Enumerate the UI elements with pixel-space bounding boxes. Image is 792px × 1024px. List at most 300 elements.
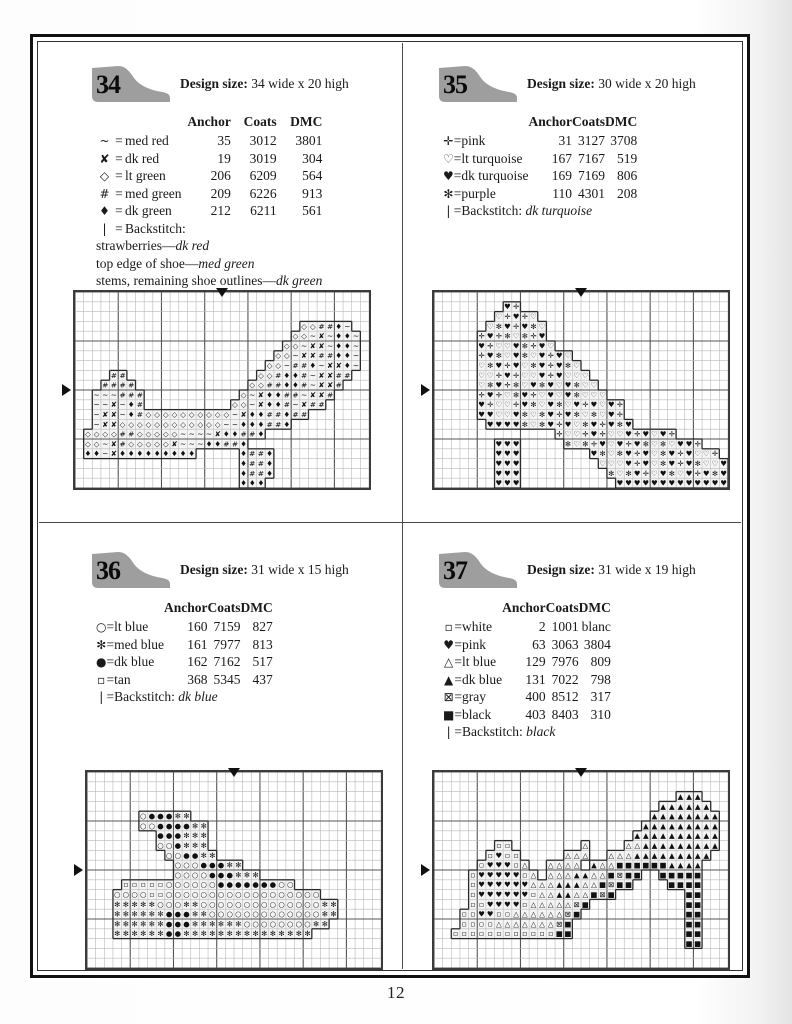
- legend-anchor: 162: [187, 654, 208, 669]
- svg-text:✻: ✻: [513, 380, 520, 390]
- svg-text:○: ○: [157, 841, 164, 851]
- legend-color-name: pink: [461, 133, 486, 148]
- svg-text:♥: ♥: [504, 321, 511, 331]
- svg-text:✻: ✻: [191, 831, 199, 841]
- legend-anchor: 403: [525, 706, 546, 722]
- backstitch-detail-row: [96, 238, 322, 256]
- svg-text:✻: ✻: [321, 919, 328, 929]
- svg-text:○: ○: [278, 899, 285, 909]
- svg-text:✘: ✘: [318, 341, 325, 351]
- svg-text:◇: ◇: [240, 400, 247, 410]
- svg-text:✛: ✛: [547, 351, 554, 361]
- svg-text:♥: ♥: [590, 400, 598, 410]
- svg-text:♥: ♥: [521, 400, 529, 410]
- svg-text:○: ○: [209, 890, 216, 900]
- legend-36: [96, 600, 273, 707]
- svg-text:✘: ✘: [318, 380, 325, 390]
- svg-text:♥: ♥: [625, 429, 632, 439]
- svg-text:▲: ▲: [712, 841, 718, 851]
- svg-text:♥: ♥: [547, 410, 555, 420]
- svg-text:●: ●: [183, 850, 190, 860]
- svg-text:♥: ♥: [564, 419, 572, 429]
- svg-text:⊠: ⊠: [564, 909, 572, 919]
- svg-text:○: ○: [235, 909, 242, 919]
- svg-text:▫: ▫: [513, 860, 519, 870]
- svg-text:✛: ✛: [599, 429, 606, 439]
- svg-text:△: △: [530, 909, 537, 919]
- design-size: Design size: 31 wide x 19 high: [527, 562, 696, 577]
- svg-text:✘: ✘: [110, 400, 118, 410]
- svg-text:✻: ✻: [495, 321, 502, 331]
- svg-text:♥: ♥: [530, 380, 537, 390]
- svg-text:♦: ♦: [188, 449, 196, 459]
- svg-text:▲: ▲: [651, 850, 658, 860]
- svg-text:●: ●: [165, 811, 173, 821]
- svg-text:♥: ♥: [547, 419, 555, 429]
- legend-35: [443, 114, 637, 221]
- svg-text:▲: ▲: [668, 831, 675, 841]
- svg-text:♦: ♦: [240, 449, 247, 459]
- svg-text:✻: ✻: [321, 909, 328, 919]
- svg-text:♥: ♥: [685, 459, 693, 469]
- legend-coats: 7976: [551, 654, 579, 669]
- svg-text:♥: ♥: [556, 370, 563, 380]
- svg-text:▲: ▲: [660, 811, 666, 821]
- svg-text:♥: ♥: [538, 331, 546, 341]
- svg-text:▲: ▲: [686, 801, 692, 811]
- svg-text:△: △: [547, 899, 554, 909]
- svg-text:△: △: [591, 880, 597, 890]
- svg-text:▲: ▲: [712, 821, 718, 831]
- svg-text:♡: ♡: [486, 321, 494, 331]
- svg-text:✻: ✻: [183, 811, 190, 821]
- svg-text:♥: ♥: [607, 400, 615, 410]
- legend-coats: 7167: [578, 150, 606, 166]
- svg-text:✛: ✛: [556, 429, 563, 439]
- legend-table: [96, 114, 322, 291]
- grid-box-36[interactable]: [85, 770, 383, 970]
- shoe-badge-35: [435, 62, 519, 106]
- svg-text:✘: ✘: [257, 400, 265, 410]
- svg-text:✻: ✻: [217, 929, 225, 939]
- svg-text:♦: ♦: [292, 380, 299, 390]
- svg-text:♦: ♦: [127, 400, 135, 410]
- svg-text:✻: ✻: [252, 929, 259, 939]
- svg-text:✻: ✻: [530, 361, 537, 371]
- svg-text:♥: ♥: [625, 459, 632, 469]
- svg-text:○: ○: [183, 870, 190, 880]
- svg-text:✻: ✻: [668, 468, 675, 478]
- svg-text:✻: ✻: [183, 831, 190, 841]
- svg-text:✻: ✻: [191, 821, 199, 831]
- svg-text:♥: ♥: [642, 449, 650, 459]
- svg-text:○: ○: [295, 909, 303, 919]
- svg-text:✘: ✘: [110, 439, 118, 449]
- svg-text:✻: ✻: [209, 850, 216, 860]
- svg-text:♦: ♦: [266, 390, 273, 400]
- svg-text:♡: ♡: [607, 459, 615, 469]
- legend-dmc: 806: [617, 168, 638, 183]
- svg-text:▫: ▫: [548, 929, 554, 939]
- svg-text:#: #: [128, 390, 135, 400]
- grid-box-34[interactable]: [73, 290, 371, 490]
- svg-text:♥: ♥: [504, 890, 511, 900]
- svg-text:✛: ✛: [668, 429, 675, 439]
- svg-text:~: ~: [301, 390, 308, 400]
- svg-text:✻: ✻: [131, 909, 138, 919]
- svg-text:✻: ✻: [157, 929, 164, 939]
- svg-text:#: #: [326, 351, 334, 361]
- column-header-coats: Coats: [243, 114, 277, 129]
- svg-text:✘: ✘: [318, 390, 325, 400]
- svg-text:♥: ♥: [677, 478, 684, 488]
- legend-coats: 7162: [213, 654, 241, 669]
- svg-text:♡: ♡: [711, 459, 719, 469]
- chart-grid-wrapper-35: [432, 290, 730, 490]
- svg-text:~: ~: [352, 331, 360, 341]
- svg-text:○: ○: [226, 909, 233, 919]
- svg-text:#: #: [110, 370, 118, 380]
- backstitch-detail: strawberries—dk red: [96, 238, 210, 253]
- svg-text:♥: ♥: [512, 890, 520, 900]
- legend-coats: 7169: [578, 168, 606, 183]
- legend-color-name: purple: [461, 185, 496, 201]
- svg-text:✻: ✻: [521, 331, 528, 341]
- svg-text:♡: ♡: [573, 439, 581, 449]
- legend-coats: 7977: [213, 636, 241, 652]
- legend-symbol-lt-green: ◇: [99, 169, 110, 183]
- svg-text:✻: ✻: [556, 400, 563, 410]
- svg-text:▫: ▫: [487, 929, 493, 939]
- svg-text:♥: ♥: [495, 449, 503, 459]
- svg-text:▫: ▫: [470, 909, 476, 919]
- svg-text:◇: ◇: [258, 370, 264, 380]
- legend-row: ~ = med red 35 3012 3801: [96, 133, 322, 151]
- svg-text:✻: ✻: [278, 929, 285, 939]
- svg-text:◇: ◇: [240, 390, 247, 400]
- svg-text:▲: ▲: [686, 811, 692, 821]
- svg-text:○: ○: [286, 890, 294, 900]
- svg-text:✻: ✻: [243, 929, 251, 939]
- svg-text:✻: ✻: [157, 919, 164, 929]
- backstitch-detail: top edge of shoe—med green: [96, 255, 255, 271]
- svg-text:#: #: [318, 351, 325, 361]
- svg-text:▫: ▫: [149, 890, 155, 900]
- svg-text:○: ○: [200, 880, 207, 890]
- svg-text:♥: ♥: [564, 410, 572, 420]
- svg-text:▲: ▲: [591, 860, 597, 870]
- svg-text:♡: ♡: [703, 459, 710, 469]
- svg-text:○: ○: [209, 909, 216, 919]
- svg-text:◇: ◇: [309, 321, 316, 331]
- svg-text:■: ■: [676, 880, 684, 890]
- svg-text:○: ○: [191, 880, 199, 890]
- svg-text:◇: ◇: [171, 419, 178, 429]
- svg-text:○: ○: [252, 909, 259, 919]
- legend-dmc: 798: [590, 671, 611, 687]
- svg-text:○: ○: [139, 821, 147, 831]
- svg-text:●: ●: [217, 860, 225, 870]
- svg-text:♥: ♥: [478, 890, 485, 900]
- svg-text:♥: ♥: [486, 410, 494, 420]
- svg-text:♥: ♥: [668, 459, 676, 469]
- svg-text:✻: ✻: [582, 439, 589, 449]
- legend-anchor: 160: [187, 619, 208, 634]
- svg-text:♥: ♥: [504, 449, 511, 459]
- svg-text:♦: ♦: [145, 449, 152, 459]
- svg-text:♥: ♥: [495, 439, 503, 449]
- svg-text:♦: ♦: [309, 361, 317, 371]
- svg-text:○: ○: [261, 890, 268, 900]
- svg-text:■: ■: [685, 890, 693, 900]
- legend-color-name: med green: [124, 185, 182, 201]
- svg-text:■: ■: [616, 860, 624, 870]
- svg-text:◇: ◇: [145, 410, 152, 420]
- svg-text:♡: ♡: [573, 361, 581, 371]
- legend-dmc: 310: [590, 706, 611, 722]
- svg-text:✻: ✻: [521, 410, 528, 420]
- column-header-anchor: Anchor: [163, 600, 208, 615]
- svg-text:✛: ✛: [504, 380, 511, 390]
- svg-text:○: ○: [217, 890, 225, 900]
- svg-text:■: ■: [694, 929, 702, 939]
- svg-text:○: ○: [261, 909, 268, 919]
- svg-text:△: △: [565, 899, 571, 909]
- svg-text:▫: ▫: [140, 880, 146, 890]
- svg-text:▫: ▫: [513, 929, 519, 939]
- svg-text:○: ○: [286, 899, 294, 909]
- svg-text:♡: ♡: [599, 390, 606, 400]
- svg-text:△: △: [521, 860, 528, 870]
- svg-text:~: ~: [326, 341, 334, 351]
- svg-text:▫: ▫: [470, 890, 476, 900]
- legend-dmc: 519: [617, 150, 638, 166]
- svg-text:◇: ◇: [206, 419, 212, 429]
- svg-text:✻: ✻: [114, 899, 121, 909]
- svg-text:#: #: [335, 370, 342, 380]
- svg-text:●: ●: [200, 860, 207, 870]
- svg-text:▲: ▲: [582, 870, 589, 880]
- legend-anchor: 169: [551, 168, 573, 183]
- svg-text:#: #: [275, 410, 282, 420]
- svg-text:✘: ✘: [171, 439, 178, 449]
- svg-text:▲: ▲: [694, 831, 701, 841]
- svg-text:◇: ◇: [145, 439, 152, 449]
- svg-text:○: ○: [278, 880, 285, 890]
- svg-text:✻: ✻: [183, 929, 190, 939]
- quadrant-divider-vertical: [402, 43, 403, 969]
- svg-text:~: ~: [352, 341, 360, 351]
- legend-color-name: dk blue: [461, 671, 503, 687]
- svg-text:○: ○: [278, 919, 285, 929]
- svg-text:▲: ▲: [643, 841, 649, 851]
- svg-text:○: ○: [165, 841, 173, 851]
- svg-text:~: ~: [102, 439, 109, 449]
- svg-text:■: ■: [685, 880, 693, 890]
- svg-text:▲: ▲: [643, 850, 649, 860]
- svg-text:▲: ▲: [634, 831, 641, 841]
- svg-text:✻: ✻: [513, 390, 520, 400]
- svg-text:●: ●: [157, 811, 164, 821]
- svg-text:#: #: [249, 449, 256, 459]
- svg-text:○: ○: [304, 890, 311, 900]
- svg-text:◇: ◇: [128, 439, 135, 449]
- grid-box-35[interactable]: [432, 290, 730, 490]
- svg-text:✛: ✛: [504, 361, 511, 371]
- svg-text:♦: ♦: [344, 351, 351, 361]
- svg-text:◇: ◇: [162, 439, 169, 449]
- legend-row: ○ = lt blue 160 7159 827: [96, 619, 273, 637]
- svg-text:○: ○: [131, 890, 138, 900]
- svg-text:△: △: [539, 919, 545, 929]
- svg-text:■: ■: [685, 919, 693, 929]
- svg-text:○: ○: [243, 899, 251, 909]
- svg-text:♥: ♥: [625, 478, 632, 488]
- svg-text:♥: ♥: [512, 361, 520, 371]
- legend-row: ■ = black 403 8403 310: [443, 707, 611, 725]
- svg-text:♥: ♥: [616, 478, 624, 488]
- svg-text:♥: ♥: [512, 459, 520, 469]
- svg-text:~: ~: [102, 449, 109, 459]
- svg-text:~: ~: [223, 419, 230, 429]
- svg-text:▲: ▲: [573, 870, 580, 880]
- svg-text:♥: ♥: [478, 909, 485, 919]
- svg-text:✻: ✻: [252, 870, 259, 880]
- svg-text:✻: ✻: [564, 439, 572, 449]
- svg-text:✘: ✘: [240, 410, 247, 420]
- svg-text:♥: ♥: [633, 468, 641, 478]
- svg-text:♦: ♦: [240, 468, 247, 478]
- svg-text:♡: ♡: [564, 370, 572, 380]
- column-header-coats: Coats: [572, 114, 606, 129]
- svg-text:△: △: [634, 841, 641, 851]
- column-header-anchor: Anchor: [502, 600, 546, 615]
- legend-dmc: 813: [252, 636, 273, 652]
- svg-text:✛: ✛: [513, 400, 520, 410]
- svg-text:♥: ♥: [512, 870, 520, 880]
- svg-text:✻: ✻: [200, 841, 207, 851]
- svg-text:♦: ♦: [266, 449, 273, 459]
- svg-text:♥: ♥: [651, 478, 658, 488]
- svg-text:♥: ♥: [504, 899, 511, 909]
- backstitch-row: | = Backstitch:: [96, 221, 322, 239]
- svg-text:♡: ♡: [521, 380, 529, 390]
- chart-number: 34: [96, 70, 120, 99]
- svg-text:▲: ▲: [634, 850, 641, 860]
- svg-text:△: △: [547, 890, 554, 900]
- legend-row: ✻ = med blue 161 7977 813: [96, 637, 273, 655]
- svg-text:▲: ▲: [703, 801, 710, 811]
- svg-text:♥: ♥: [642, 459, 650, 469]
- svg-text:✘: ✘: [110, 419, 118, 429]
- svg-text:◇: ◇: [119, 419, 126, 429]
- svg-text:▫: ▫: [132, 880, 138, 890]
- svg-text:♡: ♡: [486, 370, 494, 380]
- svg-text:○: ○: [174, 870, 182, 880]
- legend-coats: 7159: [213, 619, 241, 634]
- svg-text:●: ●: [235, 880, 242, 890]
- svg-text:✻: ✻: [200, 919, 207, 929]
- svg-text:♥: ♥: [564, 380, 572, 390]
- svg-text:#: #: [249, 468, 256, 478]
- column-header-dmc: DMC: [290, 114, 323, 129]
- svg-text:▫: ▫: [479, 899, 485, 909]
- svg-text:■: ■: [685, 939, 693, 949]
- svg-text:♡: ♡: [556, 380, 563, 390]
- legend-color-name: dk green: [124, 203, 172, 218]
- svg-text:♥: ♥: [495, 478, 503, 488]
- svg-text:○: ○: [165, 880, 173, 890]
- svg-text:▲: ▲: [686, 821, 692, 831]
- svg-text:●: ●: [226, 870, 233, 880]
- svg-text:▫: ▫: [453, 929, 459, 939]
- svg-text:▫: ▫: [470, 929, 476, 939]
- design-size: Design size: 30 wide x 20 high: [527, 76, 696, 91]
- legend-anchor: 35: [217, 133, 231, 148]
- svg-text:◇: ◇: [266, 361, 273, 371]
- legend-symbol-dk-red: ✘: [99, 151, 110, 166]
- svg-text:♥: ♥: [512, 899, 520, 909]
- svg-text:✛: ✛: [556, 419, 563, 429]
- legend-anchor: 131: [525, 671, 546, 687]
- svg-text:~: ~: [197, 429, 204, 439]
- svg-text:▲: ▲: [677, 831, 684, 841]
- legend-coats: 6226: [249, 185, 277, 201]
- svg-text:●: ●: [209, 860, 216, 870]
- svg-text:♥: ♥: [495, 880, 503, 890]
- svg-text:♥: ♥: [486, 880, 494, 890]
- svg-text:✻: ✻: [330, 909, 337, 919]
- svg-text:○: ○: [174, 899, 182, 909]
- svg-text:✻: ✻: [114, 909, 121, 919]
- svg-text:♥: ♥: [538, 341, 546, 351]
- svg-text:▲: ▲: [651, 821, 658, 831]
- page-number: 12: [387, 983, 405, 1002]
- legend-coats: 3063: [551, 636, 579, 652]
- svg-text:#: #: [318, 400, 325, 410]
- svg-text:♥: ♥: [495, 890, 503, 900]
- svg-text:♥: ♥: [512, 312, 520, 322]
- svg-text:■: ■: [668, 870, 676, 880]
- svg-text:♡: ♡: [564, 400, 572, 410]
- svg-text:●: ●: [269, 880, 277, 890]
- svg-text:✻: ✻: [321, 899, 328, 909]
- grid-box-37[interactable]: [432, 770, 730, 970]
- svg-text:▫: ▫: [461, 909, 467, 919]
- svg-text:♥: ♥: [659, 478, 667, 488]
- svg-text:♡: ♡: [495, 410, 503, 420]
- svg-text:♥: ♥: [486, 351, 494, 361]
- svg-text:▲: ▲: [694, 811, 701, 821]
- svg-text:✛: ✛: [487, 341, 494, 351]
- svg-text:✻: ✻: [140, 899, 147, 909]
- svg-text:♥: ♥: [512, 449, 520, 459]
- legend-color-name: lt green: [124, 168, 166, 183]
- svg-text:✻: ✻: [530, 400, 537, 410]
- svg-text:♥: ♥: [478, 400, 485, 410]
- svg-text:♦: ♦: [222, 429, 230, 439]
- svg-text:#: #: [266, 419, 273, 429]
- svg-text:✛: ✛: [634, 449, 641, 459]
- svg-text:✛: ✛: [478, 331, 485, 341]
- svg-text:✻: ✻: [261, 929, 268, 939]
- svg-text:~: ~: [119, 410, 126, 420]
- legend-symbol-dk-turquoise: ♥: [443, 169, 454, 183]
- svg-text:♥: ♥: [720, 468, 728, 478]
- svg-text:✻: ✻: [530, 321, 537, 331]
- svg-text:♦: ♦: [171, 449, 178, 459]
- svg-text:○: ○: [243, 919, 251, 929]
